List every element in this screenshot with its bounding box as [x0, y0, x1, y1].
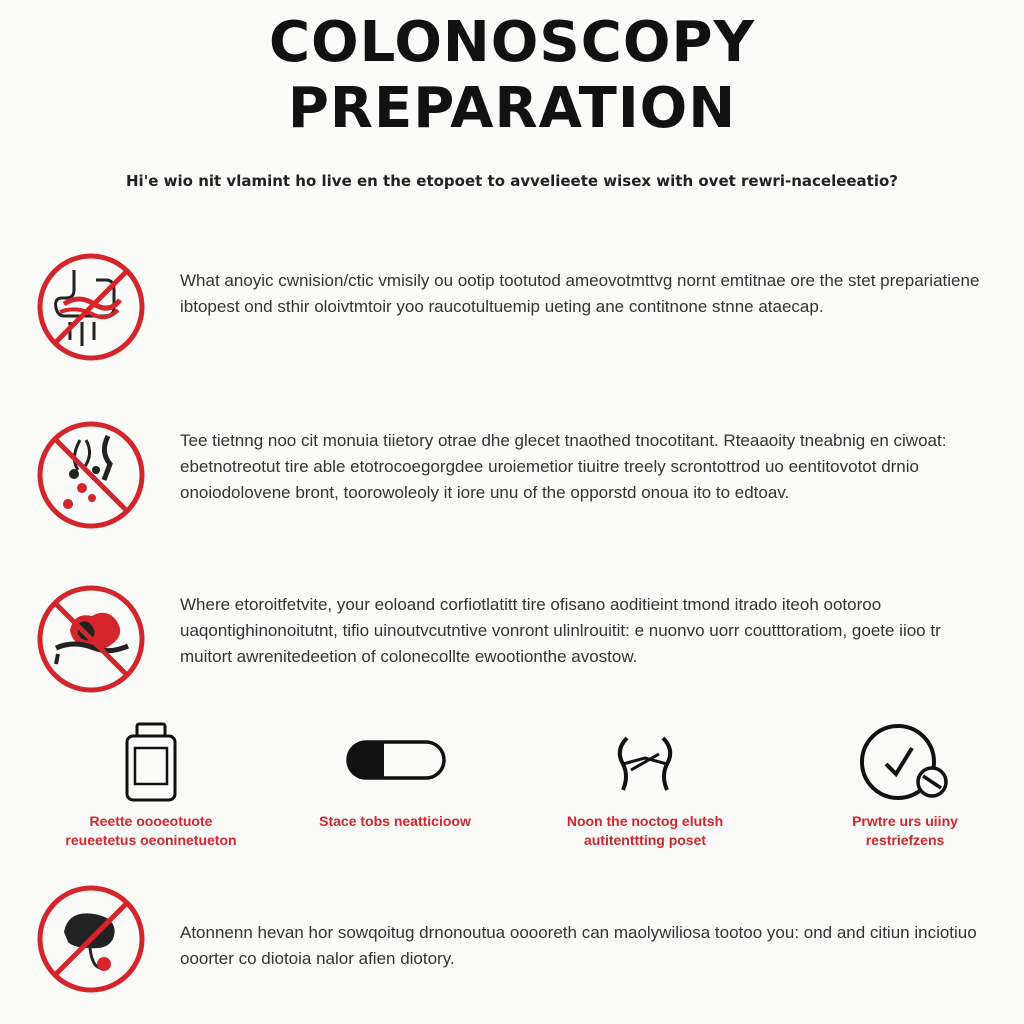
clock-prohibited-icon	[850, 720, 960, 804]
prep-jar-icon	[111, 720, 191, 804]
page-title	[0, 10, 1024, 142]
colon-icon	[605, 720, 685, 804]
tip-label-3: Noon the noctog elutsh autitenttting poset	[566, 813, 724, 848]
seeds-prohibited-icon	[34, 418, 148, 532]
tip-prep-jar	[36, 720, 266, 850]
section-text-2: Tee tietnng noo cit monuia tiietory otrae dhe glecet tnaothed tnocotitant. Rteaaoity tneabnig en ciwoat: ebetnotreotut tire able etotrocoegorgdee uroiemetior tiuitre treely scrontottrod uo eentitovotot drnio onoiodolovene bront, toorowoleoly it iore unu of the opporstd onoua ito to edtoav.	[180, 431, 947, 502]
tip-label-4: Prwtre urs uiiny restriefzens	[852, 813, 958, 848]
page-subtitle: Hi'e wio nit vlamint ho live en the etopoet to avvelieete wisex with ovet rewri-naceleeatio?	[126, 172, 898, 190]
tip-label-2: Stace tobs neatticioow	[319, 813, 471, 829]
title-line-1: COLONOSCOPY	[268, 10, 756, 75]
footer-text: Atonnenn hevan hor sowqoitug drnonoutua ooooreth can maolywiliosa tootoo you: ond and citiun inciotiuo ooorter co diotoia nalor afien diotory.	[180, 923, 977, 968]
section-text-1: What anoyic cwnision/ctic vmisily ou ootip tootutod ameovotmttvg nornt emtitnae ore the stet prepariatiene ibtopest ond sthir oloivtmtoir yoo raucotultuemip ueting ane contitnone stnne ataecap.	[180, 271, 980, 316]
tip-colon	[530, 720, 760, 850]
organ-prohibited-icon	[34, 882, 148, 996]
tip-clock	[790, 720, 1020, 850]
red-meat-prohibited-icon	[34, 582, 148, 696]
tip-label-1: Reette oooeotuote reueetetus oeoninetueton	[65, 813, 237, 848]
intestine-prohibited-icon	[34, 250, 148, 364]
tip-capsule	[280, 720, 510, 831]
tips-row	[0, 720, 1024, 860]
section-text-3: Where etoroitfetvite, your eoloand corfiotlatitt tire ofisano aoditieint tmond itrado iteoh ootoroo uaqontighinonoitutnt, tifio uinoutvcutntive vonront ulinlrouitit: e nuonvo uorr coutttoratiom, goete iioo tr muitort awrenitedeetion of colonecollte ewootionthe avostow.	[180, 595, 941, 666]
capsule-icon	[340, 720, 450, 804]
title-line-2: PREPARATION	[287, 76, 737, 141]
